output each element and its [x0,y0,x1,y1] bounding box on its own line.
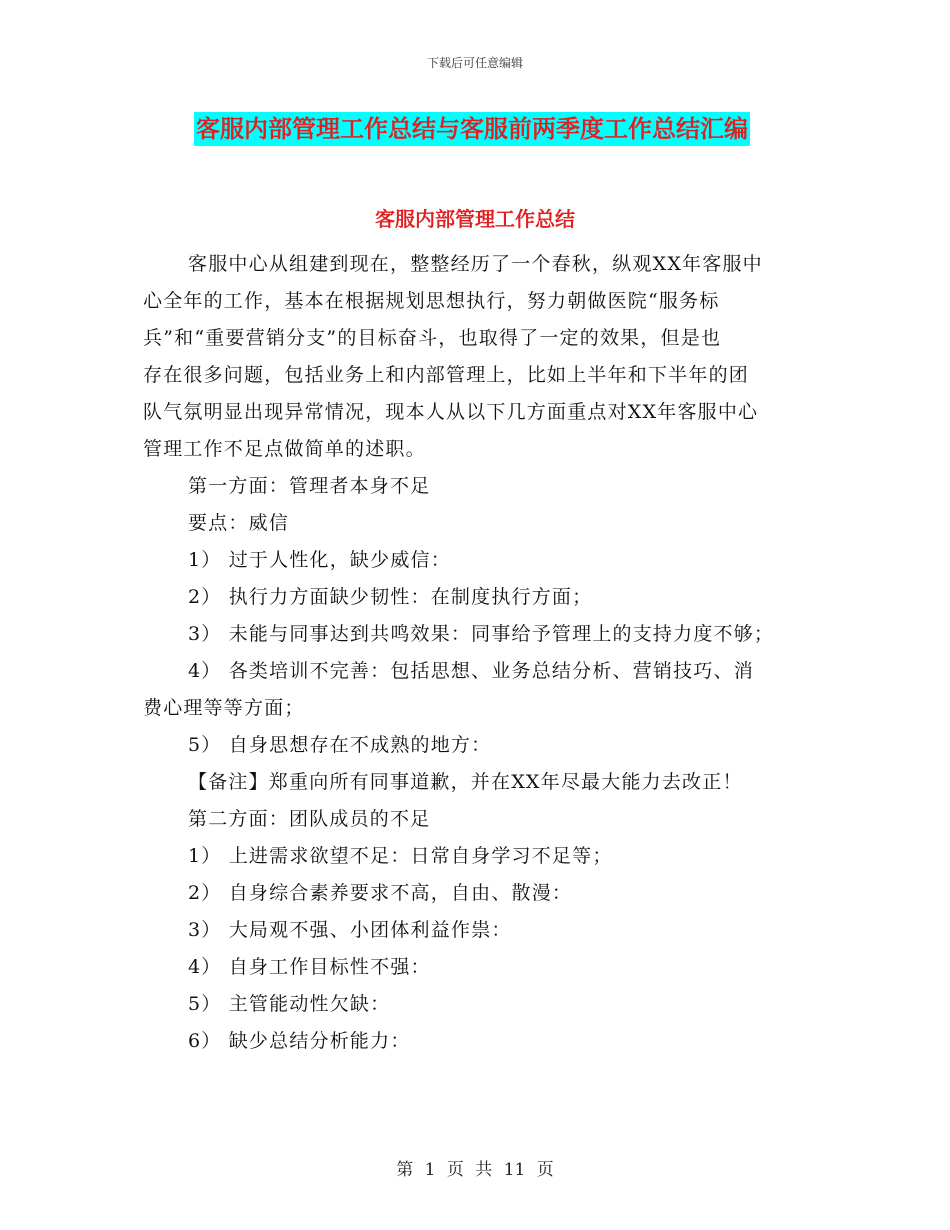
list-item: 3） 未能与同事达到共鸣效果：同事给予管理上的支持力度不够； [188,623,775,645]
section-title: 客服内部管理工作总结 [375,207,575,231]
list-item: 3） 大局观不强、小团体利益作祟： [188,919,512,941]
list-item: 2） 自身综合素养要求不高，自由、散漫： [188,882,573,904]
paragraph-line: 兵”和“重要营销分支”的目标奋斗，也取得了一定的效果，但是也 [143,327,722,349]
list-item: 4） 自身工作目标性不强： [188,956,431,978]
list-item: 2） 执行力方面缺少韧性：在制度执行方面； [188,586,593,608]
body-text [143,246,808,1060]
paragraph-line: 客服中心从组建到现在，整整经历了一个春秋，纵观XX年客服中 [188,253,763,275]
section-heading-1: 第一方面：管理者本身不足 [188,475,431,497]
paragraph-line: 心全年的工作，基本在根据规划思想执行，努力朝做医院“服务标 [143,290,720,312]
section-heading-2: 第二方面：团队成员的不足 [188,808,431,830]
list-item: 5） 自身思想存在不成熟的地方： [188,734,492,756]
key-point: 要点：威信 [188,512,290,534]
list-item: 1） 上进需求欲望不足：日常自身学习不足等； [188,845,613,867]
paragraph-line: 管理工作不足点做简单的述职。 [143,438,426,460]
header-note: 下载后可任意编辑 [426,56,523,70]
remark: 【备注】郑重向所有同事道歉，并在XX年尽最大能力去改正！ [188,771,743,793]
main-title: 客服内部管理工作总结与客服前两季度工作总结汇编 [194,112,750,146]
list-item: 1） 过于人性化，缺少威信： [188,549,451,571]
list-item: 6） 缺少总结分析能力： [188,1030,411,1052]
list-item-continuation: 费心理等等方面； [143,697,305,719]
paragraph-line: 存在很多问题，包括业务上和内部管理上，比如上半年和下半年的团 [143,364,750,386]
page-number-footer: 第 1 页 共 11 页 [396,1160,554,1180]
paragraph-line: 队气氛明显出现异常情况，现本人从以下几方面重点对XX年客服中心 [143,401,759,423]
list-item: 4） 各类培训不完善：包括思想、业务总结分析、营销技巧、消 [188,660,754,682]
list-item: 5） 主管能动性欠缺： [188,993,391,1015]
